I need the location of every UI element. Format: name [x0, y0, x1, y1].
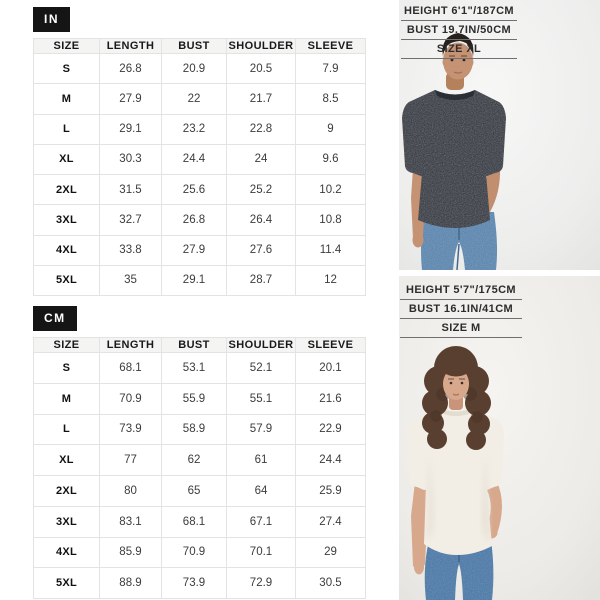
model-photo-female: [399, 276, 600, 600]
measurement-value: 26.8: [162, 205, 227, 235]
size-label: 2XL: [34, 175, 100, 205]
table-row: [34, 205, 366, 235]
measurement-value: 29.1: [100, 114, 162, 144]
measurement-value: 25.2: [227, 175, 296, 205]
measurement-value: 53.1: [162, 353, 227, 384]
measurement-value: 67.1: [227, 506, 296, 537]
column-header-size: SIZE: [34, 338, 100, 353]
table-row: [34, 445, 366, 476]
measurement-value: 64: [227, 476, 296, 507]
measurement-value: 20.5: [227, 54, 296, 84]
measurement-value: 57.9: [227, 414, 296, 445]
table-row: [34, 175, 366, 205]
size-label: L: [34, 114, 100, 144]
measurement-value: 20.1: [296, 353, 366, 384]
size-label: XL: [34, 445, 100, 476]
table-row: [34, 568, 366, 599]
column-header-sleeve: SLEEVE: [296, 338, 366, 353]
column-header-bust: BUST: [162, 338, 227, 353]
measurement-value: 9.6: [296, 144, 366, 174]
column-header-shoulder: SHOULDER: [227, 39, 296, 54]
table-row: [34, 476, 366, 507]
size-label: S: [34, 54, 100, 84]
measurement-value: 22.8: [227, 114, 296, 144]
column-header-length: LENGTH: [100, 39, 162, 54]
measurement-value: 29.1: [162, 265, 227, 295]
measurement-value: 70.9: [162, 537, 227, 568]
measurement-value: 68.1: [162, 506, 227, 537]
measurement-value: 61: [227, 445, 296, 476]
table-row: [34, 144, 366, 174]
size-label: 3XL: [34, 205, 100, 235]
measurement-value: 33.8: [100, 235, 162, 265]
column-header-sleeve: SLEEVE: [296, 39, 366, 54]
measurement-value: 25.9: [296, 476, 366, 507]
measurement-value: 73.9: [162, 568, 227, 599]
measurement-value: 88.9: [100, 568, 162, 599]
model-size-label: SIZE M: [400, 321, 522, 338]
measurement-value: 27.6: [227, 235, 296, 265]
measurement-value: 22.9: [296, 414, 366, 445]
measurement-value: 23.2: [162, 114, 227, 144]
measurement-value: 10.2: [296, 175, 366, 205]
table-header-row: [34, 39, 366, 54]
measurement-value: 28.7: [227, 265, 296, 295]
column-header-length: LENGTH: [100, 338, 162, 353]
measurement-value: 72.9: [227, 568, 296, 599]
measurement-value: 30.3: [100, 144, 162, 174]
size-label: M: [34, 84, 100, 114]
size-label: XL: [34, 144, 100, 174]
measurement-value: 22: [162, 84, 227, 114]
unit-badge-cm: CM: [33, 306, 77, 331]
measurement-value: 70.1: [227, 537, 296, 568]
measurement-value: 27.9: [100, 84, 162, 114]
table-row: [34, 537, 366, 568]
size-label: 2XL: [34, 476, 100, 507]
measurement-value: 26.8: [100, 54, 162, 84]
size-table-centimeters: [33, 337, 366, 599]
measurement-value: 62: [162, 445, 227, 476]
table-row: [34, 383, 366, 414]
measurement-value: 27.9: [162, 235, 227, 265]
measurement-value: 52.1: [227, 353, 296, 384]
measurement-value: 11.4: [296, 235, 366, 265]
model-height-label: HEIGHT 6'1"/187CM: [401, 4, 517, 21]
model-spec-block: [400, 283, 522, 340]
measurement-value: 8.5: [296, 84, 366, 114]
measurement-value: 7.9: [296, 54, 366, 84]
column-header-shoulder: SHOULDER: [227, 338, 296, 353]
model-spec-block: [401, 4, 517, 61]
size-label: 4XL: [34, 537, 100, 568]
measurement-value: 70.9: [100, 383, 162, 414]
measurement-value: 24.4: [162, 144, 227, 174]
table-row: [34, 114, 366, 144]
column-header-bust: BUST: [162, 39, 227, 54]
table-row: [34, 54, 366, 84]
measurement-value: 12: [296, 265, 366, 295]
table-row: [34, 265, 366, 295]
measurement-value: 31.5: [100, 175, 162, 205]
measurement-value: 30.5: [296, 568, 366, 599]
model-size-label: SIZE XL: [401, 42, 517, 59]
measurement-value: 85.9: [100, 537, 162, 568]
measurement-value: 25.6: [162, 175, 227, 205]
measurement-value: 21.6: [296, 383, 366, 414]
measurement-value: 73.9: [100, 414, 162, 445]
column-header-size: SIZE: [34, 39, 100, 54]
table-row: [34, 414, 366, 445]
measurement-value: 9: [296, 114, 366, 144]
measurement-value: 65: [162, 476, 227, 507]
model-bust-label: BUST 16.1IN/41CM: [400, 302, 522, 319]
table-row: [34, 353, 366, 384]
table-row: [34, 84, 366, 114]
measurement-value: 24.4: [296, 445, 366, 476]
measurement-value: 55.1: [227, 383, 296, 414]
size-label: M: [34, 383, 100, 414]
measurement-value: 26.4: [227, 205, 296, 235]
measurement-value: 35: [100, 265, 162, 295]
measurement-value: 20.9: [162, 54, 227, 84]
measurement-value: 29: [296, 537, 366, 568]
table-header-row: [34, 338, 366, 353]
size-label: L: [34, 414, 100, 445]
size-label: 5XL: [34, 265, 100, 295]
unit-badge-in: IN: [33, 7, 70, 32]
size-label: 5XL: [34, 568, 100, 599]
model-height-label: HEIGHT 5'7"/175CM: [400, 283, 522, 300]
measurement-value: 77: [100, 445, 162, 476]
measurement-value: 32.7: [100, 205, 162, 235]
measurement-value: 55.9: [162, 383, 227, 414]
size-label: S: [34, 353, 100, 384]
measurement-value: 10.8: [296, 205, 366, 235]
measurement-value: 83.1: [100, 506, 162, 537]
table-row: [34, 235, 366, 265]
size-table-inches: [33, 38, 366, 296]
size-label: 4XL: [34, 235, 100, 265]
measurement-value: 27.4: [296, 506, 366, 537]
measurement-value: 80: [100, 476, 162, 507]
measurement-value: 24: [227, 144, 296, 174]
model-photo-male: [399, 0, 600, 270]
size-label: 3XL: [34, 506, 100, 537]
measurement-value: 58.9: [162, 414, 227, 445]
model-bust-label: BUST 19.7IN/50CM: [401, 23, 517, 40]
measurement-value: 68.1: [100, 353, 162, 384]
table-row: [34, 506, 366, 537]
measurement-value: 21.7: [227, 84, 296, 114]
